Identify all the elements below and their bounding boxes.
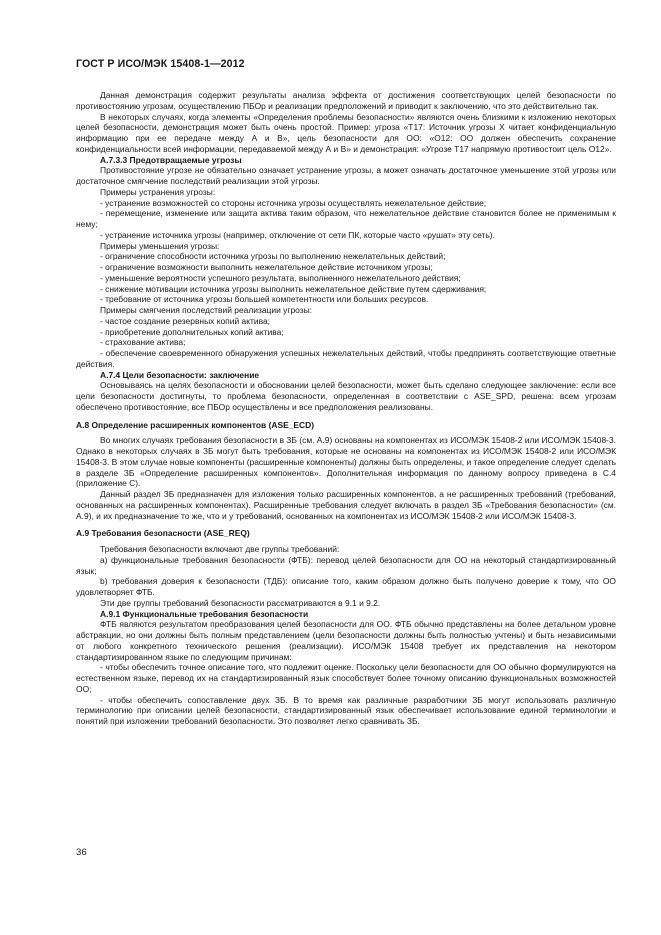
paragraph: Противостояние угрозе не обязательно означает устранение угрозы, а может означать достаточное уменьшение этой угрозы или достаточное смягчение последствий реализации этой угрозы.	[76, 165, 616, 186]
paragraph: Эти две группы требований безопасности рассматриваются в 9.1 и 9.2.	[100, 597, 381, 608]
page-number: 36	[76, 847, 87, 858]
list-item: - обеспечение своевременного обнаружения успешных нежелательных действий, чтобы предпринять соответствующие ответные действия.	[76, 348, 616, 369]
paragraph: В некоторых случаях, когда элементы «Определения проблемы безопасности» являются очень близкими к изложению некоторых целей безопасности, демонстрация может быть очень простой. Пример: угроза «Т17: Источник угрозы X читает конфиденциальную информацию при ее передаче между А и В», цель безопасности для ОО: «О12: ОО должен обеспечить сохранение конфиденциальности всей информации, передаваемой между А и В» и демонстрация: «Угрозе Т17 напрямую противостоит цель О12».	[76, 111, 616, 154]
list-item: - частое создание резервных копий актива;	[100, 315, 271, 326]
list-item: - ограничение возможности выполнить нежелательное действие источником угрозы;	[100, 262, 433, 272]
list-item: - уменьшение вероятности успешного результата, выполненного нежелательного действия;	[100, 272, 461, 283]
paragraph: Требования безопасности включают две группы требований:	[100, 544, 340, 554]
list-item: b) требования доверия к безопасности (ТДБ): описание того, каким образом должно быть получено доверие к тому, что ОО удовлетворяет ФТБ.	[76, 576, 616, 597]
paragraph: Примеры смягчения последствий реализации угрозы:	[100, 305, 313, 315]
list-item: - снижение мотивации источника угрозы выполнить нежелательное действие путем сдерживания;	[100, 283, 487, 294]
list-item: - устранение источника угрозы (например, отключение от сети ПК, которые часто «рушат» эту сеть).	[100, 229, 495, 240]
list-item: - страхование актива;	[100, 337, 186, 348]
paragraph: ФТБ являются результатом преобразования целей безопасности для ОО. ФТБ обычно представлены на более детальном уровне абстракции, но они должны быть полным представлением (цели безопасности должны быть полностью учтены) и быть независимыми от любого конкретного технического решения (реализации). ИСО/МЭК 15408 требует их представления на некотором стандартизированном языке по следующим причинам:	[76, 619, 616, 662]
document-page	[76, 58, 616, 727]
document-body	[76, 90, 616, 727]
paragraph: Примеры уменьшения угрозы:	[100, 240, 220, 251]
paragraph: Примеры устранения угрозы:	[100, 186, 216, 197]
list-item: - перемещение, изменение или защита актива таким образом, что нежелательное действие становится более не применимым к нему;	[76, 208, 616, 229]
list-item: - устранение возможностей со стороны источника угрозы осуществлять нежелательное действие;	[100, 197, 487, 208]
list-item: - чтобы обеспечить точное описание того, что подлежит оценке. Поскольку цели безопасности для ОО обычно формулируются на естественном языке, перевод их на стандартизированный язык способствует более точному описанию функциональных возможностей ОО;	[76, 662, 616, 694]
list-item: - приобретение дополнительных копий актива;	[100, 326, 284, 337]
list-item: - чтобы обеспечить сопоставление двух ЗБ. В то время как различные разработчики ЗБ могут использовать различную терминологию при описании целей безопасности, стандартизированный язык обеспечивает использование единой терминологии и понятий при изложении требований безопасности. Это позволяет легко сравнивать ЗБ.	[76, 694, 616, 726]
paragraph: Данная демонстрация содержит результаты анализа эффекта от достижения соответствующих целей безопасности по противостоянию угрозам, осуществлению ПБОр и реализации предположений и приводит к заключению, что это действительно так.	[76, 90, 616, 111]
paragraph: Во многих случаях требования безопасности в ЗБ (см. А.9) основаны на компонентах из ИСО/МЭК 15408-2 или ИСО/МЭК 15408-3. Однако в некоторых случаях в ЗБ могут быть требования, которые не основаны на компонентах из ИСО/МЭК 15408-2 или ИСО/МЭК 15408-3. В этом случае новые компоненты (расширенные компоненты) должны быть определены, и такое определение следует сделать в разделе ЗБ «Определение расширенных компонентов». Дополнительная информация по данному вопросу приведена в С.4 (приложение С).	[76, 435, 617, 489]
list-item: а) функциональные требования безопасности (ФТБ): перевод целей безопасности для ОО на некоторый стандартизированный язык;	[76, 554, 616, 576]
section-heading: А.7.4 Цели безопасности: заключение	[100, 369, 260, 380]
paragraph: Основываясь на целях безопасности и обосновании целей безопасности, может быть сделано следующее заключение: если все цели безопасности достигнуты, то проблема безопасности, определенная в соответствии с ASE_SPD, решена: всем угрозам обеспечено противостояние, все ПБОр осуществлены и все предположения реализованы.	[76, 380, 616, 412]
paragraph: Данный раздел ЗБ предназначен для изложения только расширенных компонентов, а не расширенных требований (требований, основанных на расширенных компонентах). Расширенные требования следует включать в раздел ЗБ «Требования безопасности» (см. А.9), и их предназначение то же, что и у требований, основанных на компонентах из ИСО/МЭК 15408-2 или ИСО/МЭК 15408-3.	[76, 489, 616, 521]
section-heading: А.8 Определение расширенных компонентов (ASE_ECD)	[76, 419, 315, 430]
section-heading: А.7.3.3 Предотвращаемые угрозы	[100, 154, 242, 165]
section-heading: А.9.1 Функциональные требования безопасности	[100, 608, 309, 619]
list-item: - требование от источника угрозы большей компетентности или больших ресурсов.	[100, 294, 429, 305]
document-header: ГОСТ Р ИСО/МЭК 15408-1—2012	[76, 58, 245, 70]
list-item: - ограничение способности источника угрозы по выполнению нежелательных действий;	[100, 251, 446, 262]
section-heading: А.9 Требования безопасности (ASE_REQ)	[76, 528, 250, 539]
